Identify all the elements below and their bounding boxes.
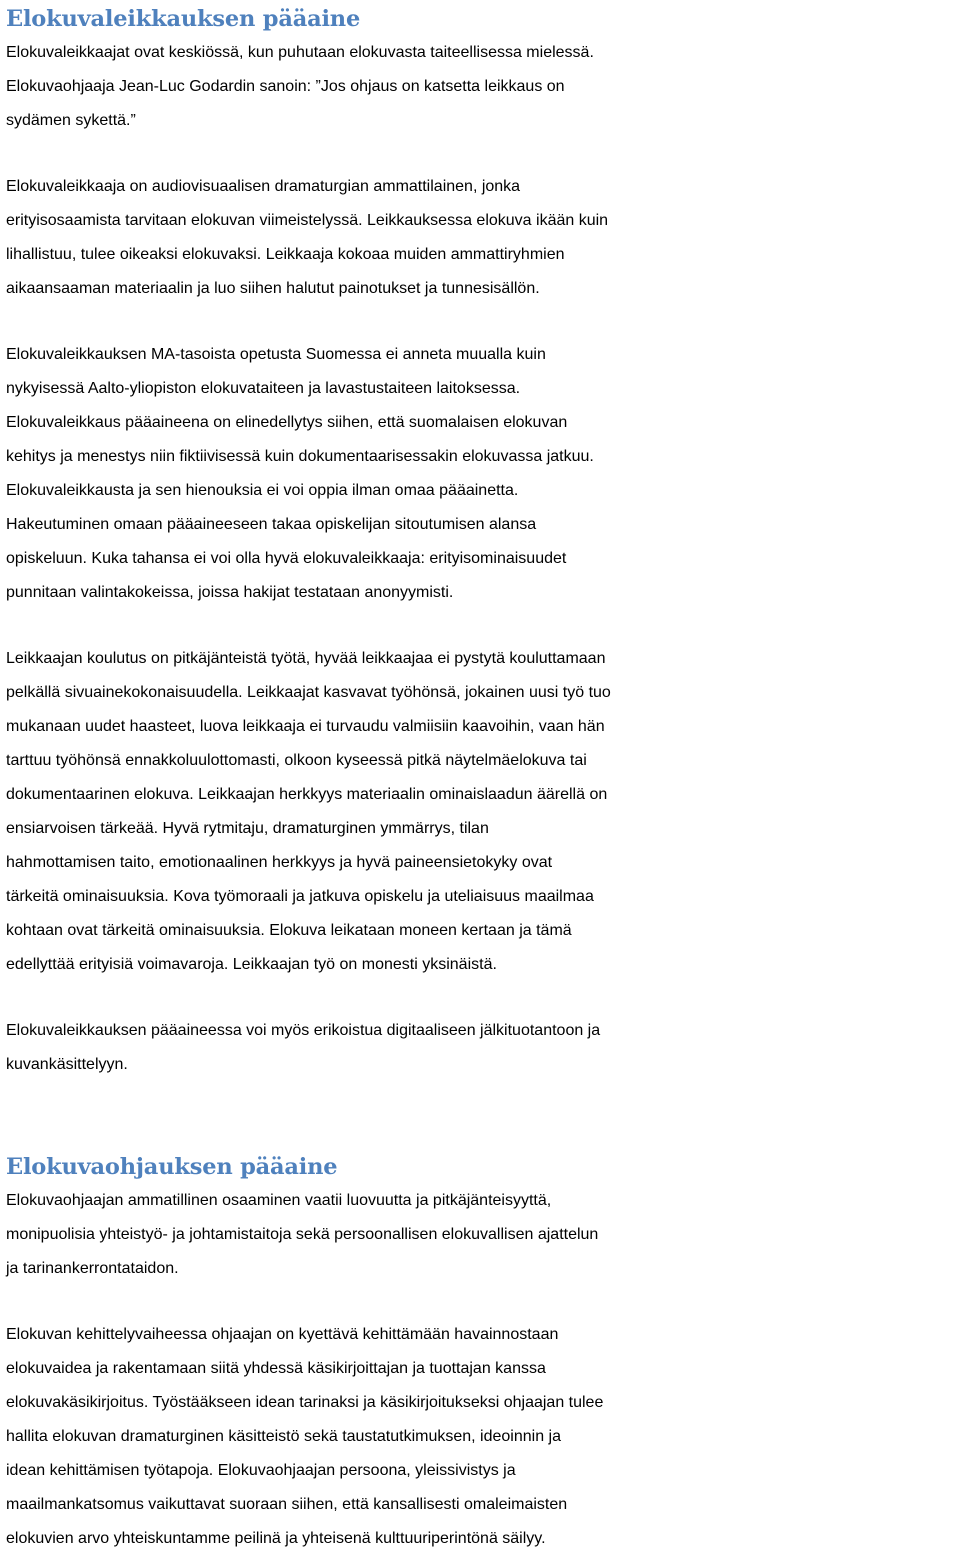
text-line: hallita elokuvan dramaturginen käsitteistö sekä taustatutkimuksen, ideoinnin ja [6,1428,561,1445]
section-heading-editing: Elokuvaleikkauksen pääaine [6,6,361,32]
paragraph [6,1318,958,1556]
text-line: nykyisessä Aalto-yliopiston elokuvataiteen ja lavastustaiteen laitoksessa. [6,380,521,397]
text-line: maailmankatsomus vaikuttavat suoraan siihen, että kansallisesti omaleimaisten [6,1496,568,1513]
text-line: elokuvaidea ja rakentamaan siitä yhdessä käsikirjoittajan ja tuottajan kanssa [6,1360,546,1377]
text-line: Elokuvaohjaajan ammatillinen osaaminen vaatii luovuutta ja pitkäjänteisyyttä, [6,1192,552,1209]
text-line: Elokuvaleikkaajat ovat keskiössä, kun puhutaan elokuvasta taiteellisessa mielessä. [6,44,594,61]
text-line: Elokuvaleikkausta ja sen hienouksia ei voi oppia ilman omaa pääainetta. [6,482,519,499]
paragraph [6,36,958,138]
text-line: kohtaan ovat tärkeitä ominaisuuksia. Elokuva leikataan moneen kertaan ja tämä [6,922,572,939]
text-line: idean kehittämisen työtapoja. Elokuvaohjaajan persoona, yleissivistys ja [6,1462,516,1479]
text-line: elokuvakäsikirjoitus. Työstääkseen idean tarinaksi ja käsikirjoitukseksi ohjaajan tulee [6,1394,604,1411]
text-line: Elokuvaohjaaja Jean-Luc Godardin sanoin: ”Jos ohjaus on katsetta leikkaus on [6,78,565,95]
text-line: Leikkaajan koulutus on pitkäjänteistä työtä, hyvää leikkaajaa ei pystytä kouluttamaan [6,650,606,667]
document-page [6,0,958,1556]
text-line: pelkällä sivuainekokonaisuudella. Leikkaajat kasvavat työhönsä, jokainen uusi työ tuo [6,684,611,701]
text-line: hahmottamisen taito, emotionaalinen herkkyys ja hyvä paineensietokyky ovat [6,854,553,871]
text-line: Elokuvan kehittelyvaiheessa ohjaajan on kyettävä kehittämään havainnostaan [6,1326,559,1343]
text-line: tärkeitä ominaisuuksia. Kova työmoraali ja jatkuva opiskelu ja uteliaisuus maailmaa [6,888,594,905]
text-line: Hakeutuminen omaan pääaineeseen takaa opiskelijan sitoutumisen alansa [6,516,537,533]
paragraph [6,642,958,982]
paragraph [6,1014,958,1082]
text-line: mukanaan uudet haasteet, luova leikkaaja ei turvaudu valmiisiin kaavoihin, vaan hän [6,718,605,735]
paragraph [6,170,958,306]
text-line: monipuolisia yhteistyö- ja johtamistaitoja sekä persoonallisen elokuvallisen ajattelun [6,1226,599,1243]
text-line: kehitys ja menestys niin fiktiivisessä kuin dokumentaarisessakin elokuvassa jatkuu. [6,448,594,465]
text-line: erityisosaamista tarvitaan elokuvan viimeistelyssä. Leikkauksessa elokuva ikään kuin [6,212,609,229]
text-line: elokuvien arvo yhteiskuntamme peilinä ja yhteisenä kulttuuriperintönä säilyy. [6,1530,546,1547]
text-line: lihallistuu, tulee oikeaksi elokuvaksi. Leikkaaja kokoaa muiden ammattiryhmien [6,246,565,263]
text-line: Elokuvaleikkauksen MA-tasoista opetusta Suomessa ei anneta muualla kuin [6,346,546,363]
text-line: edellyttää erityisiä voimavaroja. Leikkaajan työ on monesti yksinäistä. [6,956,497,973]
paragraph [6,1184,958,1286]
section-heading-directing: Elokuvaohjauksen pääaine [6,1154,338,1180]
text-line: kuvankäsittelyyn. [6,1056,128,1073]
text-line: punnitaan valintakokeissa, joissa hakijat testataan anonyymisti. [6,584,454,601]
text-line: tarttuu työhönsä ennakkoluulottomasti, olkoon kyseessä pitkä näytelmäelokuva tai [6,752,587,769]
text-line: Elokuvaleikkaus pääaineena on elinedellytys siihen, että suomalaisen elokuvan [6,414,568,431]
text-line: sydämen sykettä.” [6,112,136,129]
text-line: ensiarvoisen tärkeää. Hyvä rytmitaju, dramaturginen ymmärrys, tilan [6,820,489,837]
paragraph [6,338,958,610]
text-line: dokumentaarinen elokuva. Leikkaajan herkkyys materiaalin ominaislaadun äärellä on [6,786,608,803]
text-line: Elokuvaleikkaaja on audiovisuaalisen dramaturgian ammattilainen, jonka [6,178,521,195]
text-line: Elokuvaleikkauksen pääaineessa voi myös erikoistua digitaaliseen jälkituotantoon ja [6,1022,601,1039]
text-line: aikaansaaman materiaalin ja luo siihen halutut painotukset ja tunnesisällön. [6,280,540,297]
text-line: opiskeluun. Kuka tahansa ei voi olla hyvä elokuvaleikkaaja: erityisominaisuudet [6,550,567,567]
text-line: ja tarinankerrontataidon. [6,1260,179,1277]
